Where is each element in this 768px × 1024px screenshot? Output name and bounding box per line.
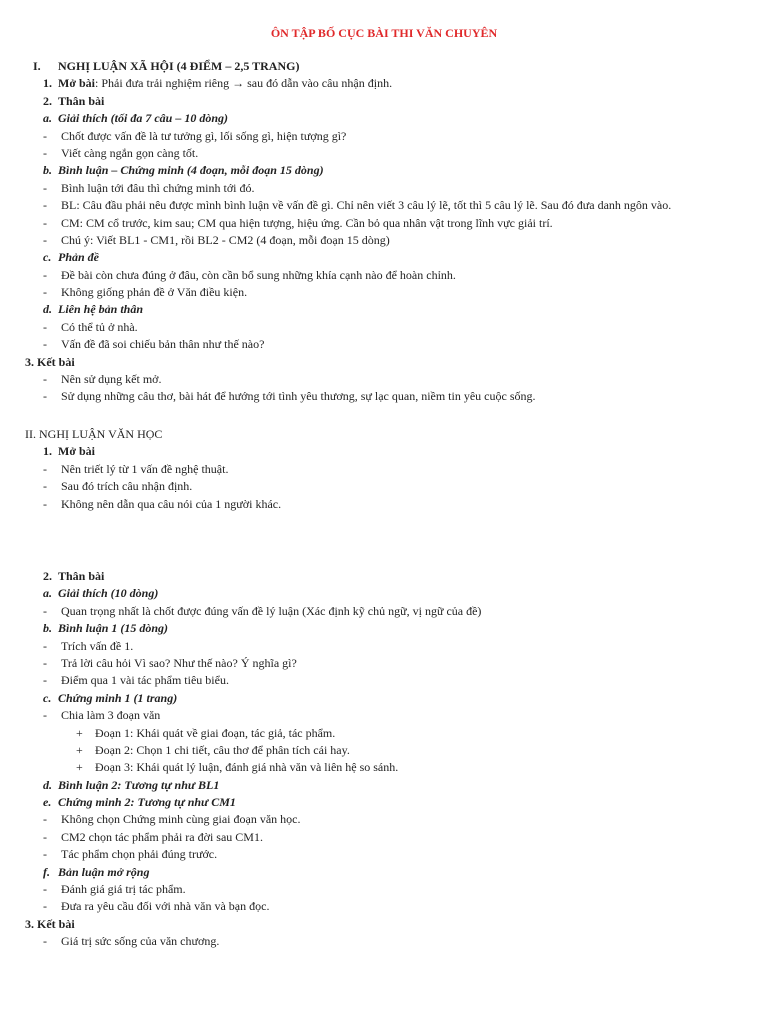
list-item [0, 829, 768, 846]
section-social-argument [0, 58, 768, 406]
mo-bai-line [58, 75, 392, 92]
than-bai-label: Thân bài [58, 569, 105, 583]
list-item-text: Viết càng ngắn gọn càng tốt. [61, 145, 199, 160]
item-number: 1. [43, 444, 52, 459]
sub-list-item [0, 759, 768, 776]
ket-bai-label: 3. Kết bài [25, 354, 75, 369]
list-item [0, 180, 768, 197]
subheading-binh-luan: Bình luận – Chứng minh (4 đoạn, mỗi đoạn 15 dòng) [58, 163, 324, 178]
mo-bai-label: Mở bài [58, 444, 95, 459]
list-item-text: CM2 chọn tác phẩm phải ra đời sau CM1. [61, 829, 263, 844]
subheading-row [0, 794, 768, 811]
sub-letter: d. [43, 302, 52, 317]
list-item [0, 655, 768, 672]
subheading-phan-de: Phản đề [58, 250, 100, 265]
list-item-text: Không giống phản đề ở Văn điều kiện. [61, 285, 248, 300]
sub-list-item-text: Đoạn 3: Khái quát lý luận, đánh giá nhà văn và liên hệ so sánh. [95, 760, 399, 775]
list-item-text: Chốt được vấn đề là tư tưởng gì, lối sống gì, hiện tượng gì? [61, 128, 347, 143]
sub-letter: b. [43, 163, 52, 178]
list-item [0, 933, 768, 950]
list-item-text: Điểm qua 1 vài tác phẩm tiêu biểu. [61, 673, 229, 688]
dash-marker: - [43, 882, 47, 897]
list-item [0, 232, 768, 249]
mo-bai-row [0, 75, 768, 92]
subheading-row [0, 620, 768, 637]
list-item [0, 898, 768, 915]
subheading-binh-luan-1: Bình luận 1 (15 dòng) [58, 621, 169, 636]
list-item-text: Nên sử dụng kết mở. [61, 372, 162, 387]
list-item [0, 461, 768, 478]
list-item-text: Đề bài còn chưa đúng ở đâu, còn cần bổ sung những khía cạnh nào để hoàn chỉnh. [61, 267, 456, 282]
plus-marker: + [76, 725, 83, 740]
section-literary-argument [0, 426, 768, 513]
dash-marker: - [43, 812, 47, 827]
subheading-row [0, 162, 768, 179]
list-item [0, 128, 768, 145]
list-item [0, 672, 768, 689]
dash-marker: - [43, 673, 47, 688]
subheading-row [0, 301, 768, 318]
dash-marker: - [43, 319, 47, 334]
dash-marker: - [43, 180, 47, 195]
list-item-text: CM: CM cổ trước, kim sau; CM qua hiện tượng, hiệu ứng. Cần bỏ qua nhân vật trong lĩnh vực giải trí. [61, 215, 553, 230]
list-item [0, 197, 768, 214]
subheading-ban-luan-mo-rong: Bản luận mở rộng [58, 864, 150, 879]
sub-letter: c. [43, 690, 52, 705]
than-bai-label: Thân bài [58, 93, 105, 108]
list-item-text: Sau đó trích câu nhận định. [61, 479, 193, 494]
list-item-text: Chia làm 3 đoạn văn [61, 708, 161, 723]
dash-marker: - [43, 479, 47, 494]
list-item [0, 319, 768, 336]
section-heading-row [0, 426, 768, 443]
item-number: 1. [43, 76, 52, 91]
sub-letter: f. [43, 864, 50, 879]
sub-letter: a. [43, 111, 52, 126]
dash-marker: - [43, 337, 47, 352]
list-item [0, 215, 768, 232]
subheading-row [0, 249, 768, 266]
dash-marker: - [43, 267, 47, 282]
dash-marker: - [43, 145, 47, 160]
than-bai-row [0, 93, 768, 110]
document-title: ÔN TẬP BỐ CỤC BÀI THI VĂN CHUYÊN [270, 26, 498, 40]
list-item [0, 284, 768, 301]
list-item-text: Tác phẩm chọn phải đúng trước. [61, 847, 218, 862]
roman-numeral: I. [33, 59, 41, 73]
subheading-row [0, 777, 768, 794]
ket-bai-row [0, 916, 768, 933]
dash-marker: - [43, 198, 47, 213]
subheading-row [0, 585, 768, 602]
section-heading: NGHỊ LUẬN XÃ HỘI (4 ĐIỂM – 2,5 TRANG) [58, 59, 300, 73]
sub-list-item-text: Đoạn 2: Chọn 1 chi tiết, câu thơ để phân tích cái hay. [95, 742, 350, 757]
dash-marker: - [43, 829, 47, 844]
list-item-text: BL: Câu đầu phải nêu được mình bình luận về vấn đề gì. Chỉ nên viết 3 câu lý lẽ, tốt thì 5 câu lý lẽ. Sau đó đưa danh ngôn vào. [61, 198, 672, 213]
list-item-text: Bình luận tới đâu thì chứng minh tới đó. [61, 180, 255, 195]
sub-letter: a. [43, 586, 52, 601]
subheading-giai-thich: Giải thích (tối đa 7 câu – 10 dòng) [58, 111, 229, 126]
dash-marker: - [43, 708, 47, 723]
dash-marker: - [43, 496, 47, 511]
mo-bai-row [0, 443, 768, 460]
list-item-text: Trả lời câu hỏi Vì sao? Như thế nào? Ý nghĩa gì? [61, 655, 297, 670]
dash-marker: - [43, 899, 47, 914]
mo-bai-text: : Phải đưa trải nghiệm riêng → sau đó dẫn vào câu nhận định. [94, 76, 393, 91]
list-item [0, 478, 768, 495]
subheading-lien-he: Liên hệ bản thân [58, 302, 144, 317]
section-heading: II. NGHỊ LUẬN VĂN HỌC [25, 427, 163, 441]
plus-marker: + [76, 742, 83, 757]
ket-bai-row [0, 354, 768, 371]
subheading-chung-minh-1: Chứng minh 1 (1 trang) [58, 690, 178, 705]
subheading-row [0, 864, 768, 881]
list-item [0, 811, 768, 828]
list-item-text: Đánh giá giá trị tác phẩm. [61, 882, 186, 897]
dash-marker: - [43, 603, 47, 618]
list-item [0, 336, 768, 353]
list-item-text: Đưa ra yêu cầu đối với nhà văn và bạn đọc. [61, 899, 270, 914]
item-number: 2. [43, 93, 52, 108]
dash-marker: - [43, 128, 47, 143]
list-item-text: Vấn đề đã soi chiếu bản thân như thế nào? [61, 337, 265, 352]
subheading-giai-thich: Giải thích (10 dòng) [58, 586, 159, 601]
list-item [0, 638, 768, 655]
sub-letter: c. [43, 250, 52, 265]
mo-bai-label: Mở bài [58, 76, 95, 91]
list-item [0, 145, 768, 162]
list-item [0, 881, 768, 898]
plus-marker: + [76, 760, 83, 775]
than-bai-row [0, 568, 768, 585]
list-item [0, 707, 768, 724]
section-heading-row [0, 58, 768, 75]
dash-marker: - [43, 638, 47, 653]
dash-marker: - [43, 232, 47, 247]
dash-marker: - [43, 847, 47, 862]
list-item [0, 371, 768, 388]
dash-marker: - [43, 655, 47, 670]
dash-marker: - [43, 389, 47, 404]
sub-letter: b. [43, 621, 52, 636]
list-item-text: Có thể tủ ở nhà. [61, 319, 138, 334]
list-item-text: Chú ý: Viết BL1 - CM1, rồi BL2 - CM2 (4 đoạn, mỗi đoạn 15 dòng) [61, 232, 390, 247]
sub-letter: e. [43, 795, 52, 810]
subheading-chung-minh-2: Chứng minh 2: Tương tự như CM1 [58, 795, 236, 810]
list-item [0, 846, 768, 863]
list-item [0, 388, 768, 405]
ket-bai-label: 3. Kết bài [25, 916, 75, 931]
sub-list-item-text: Đoạn 1: Khái quát về giai đoạn, tác giả, tác phẩm. [95, 725, 336, 740]
list-item-text: Nên triết lý từ 1 vấn đề nghệ thuật. [61, 461, 229, 476]
list-item-text: Giá trị sức sống của văn chương. [61, 934, 220, 949]
sub-list-item [0, 742, 768, 759]
dash-marker: - [43, 934, 47, 949]
dash-marker: - [43, 372, 47, 387]
subheading-row [0, 110, 768, 127]
list-item-text: Trích vấn đề 1. [61, 638, 134, 653]
item-number: 2. [43, 569, 52, 583]
sub-list-item [0, 725, 768, 742]
list-item [0, 267, 768, 284]
dash-marker: - [43, 461, 47, 476]
sub-letter: d. [43, 777, 52, 792]
list-item-text: Quan trọng nhất là chốt được đúng vấn đề lý luận (Xác định kỹ chủ ngữ, vị ngữ của đề) [61, 603, 482, 618]
list-item-text: Không nên dẫn qua câu nói của 1 người khác. [61, 496, 282, 511]
dash-marker: - [43, 215, 47, 230]
dash-marker: - [43, 285, 47, 300]
list-item [0, 496, 768, 513]
list-item [0, 603, 768, 620]
list-item-text: Không chọn Chứng minh cùng giai đoạn văn học. [61, 812, 301, 827]
subheading-row [0, 690, 768, 707]
list-item-text: Sử dụng những câu thơ, bài hát để hướng tới tình yêu thương, sự lạc quan, niềm tin yêu cuộc sống. [61, 389, 536, 404]
subheading-binh-luan-2: Bình luận 2: Tương tự như BL1 [58, 777, 220, 792]
section-literary-body [0, 568, 768, 951]
